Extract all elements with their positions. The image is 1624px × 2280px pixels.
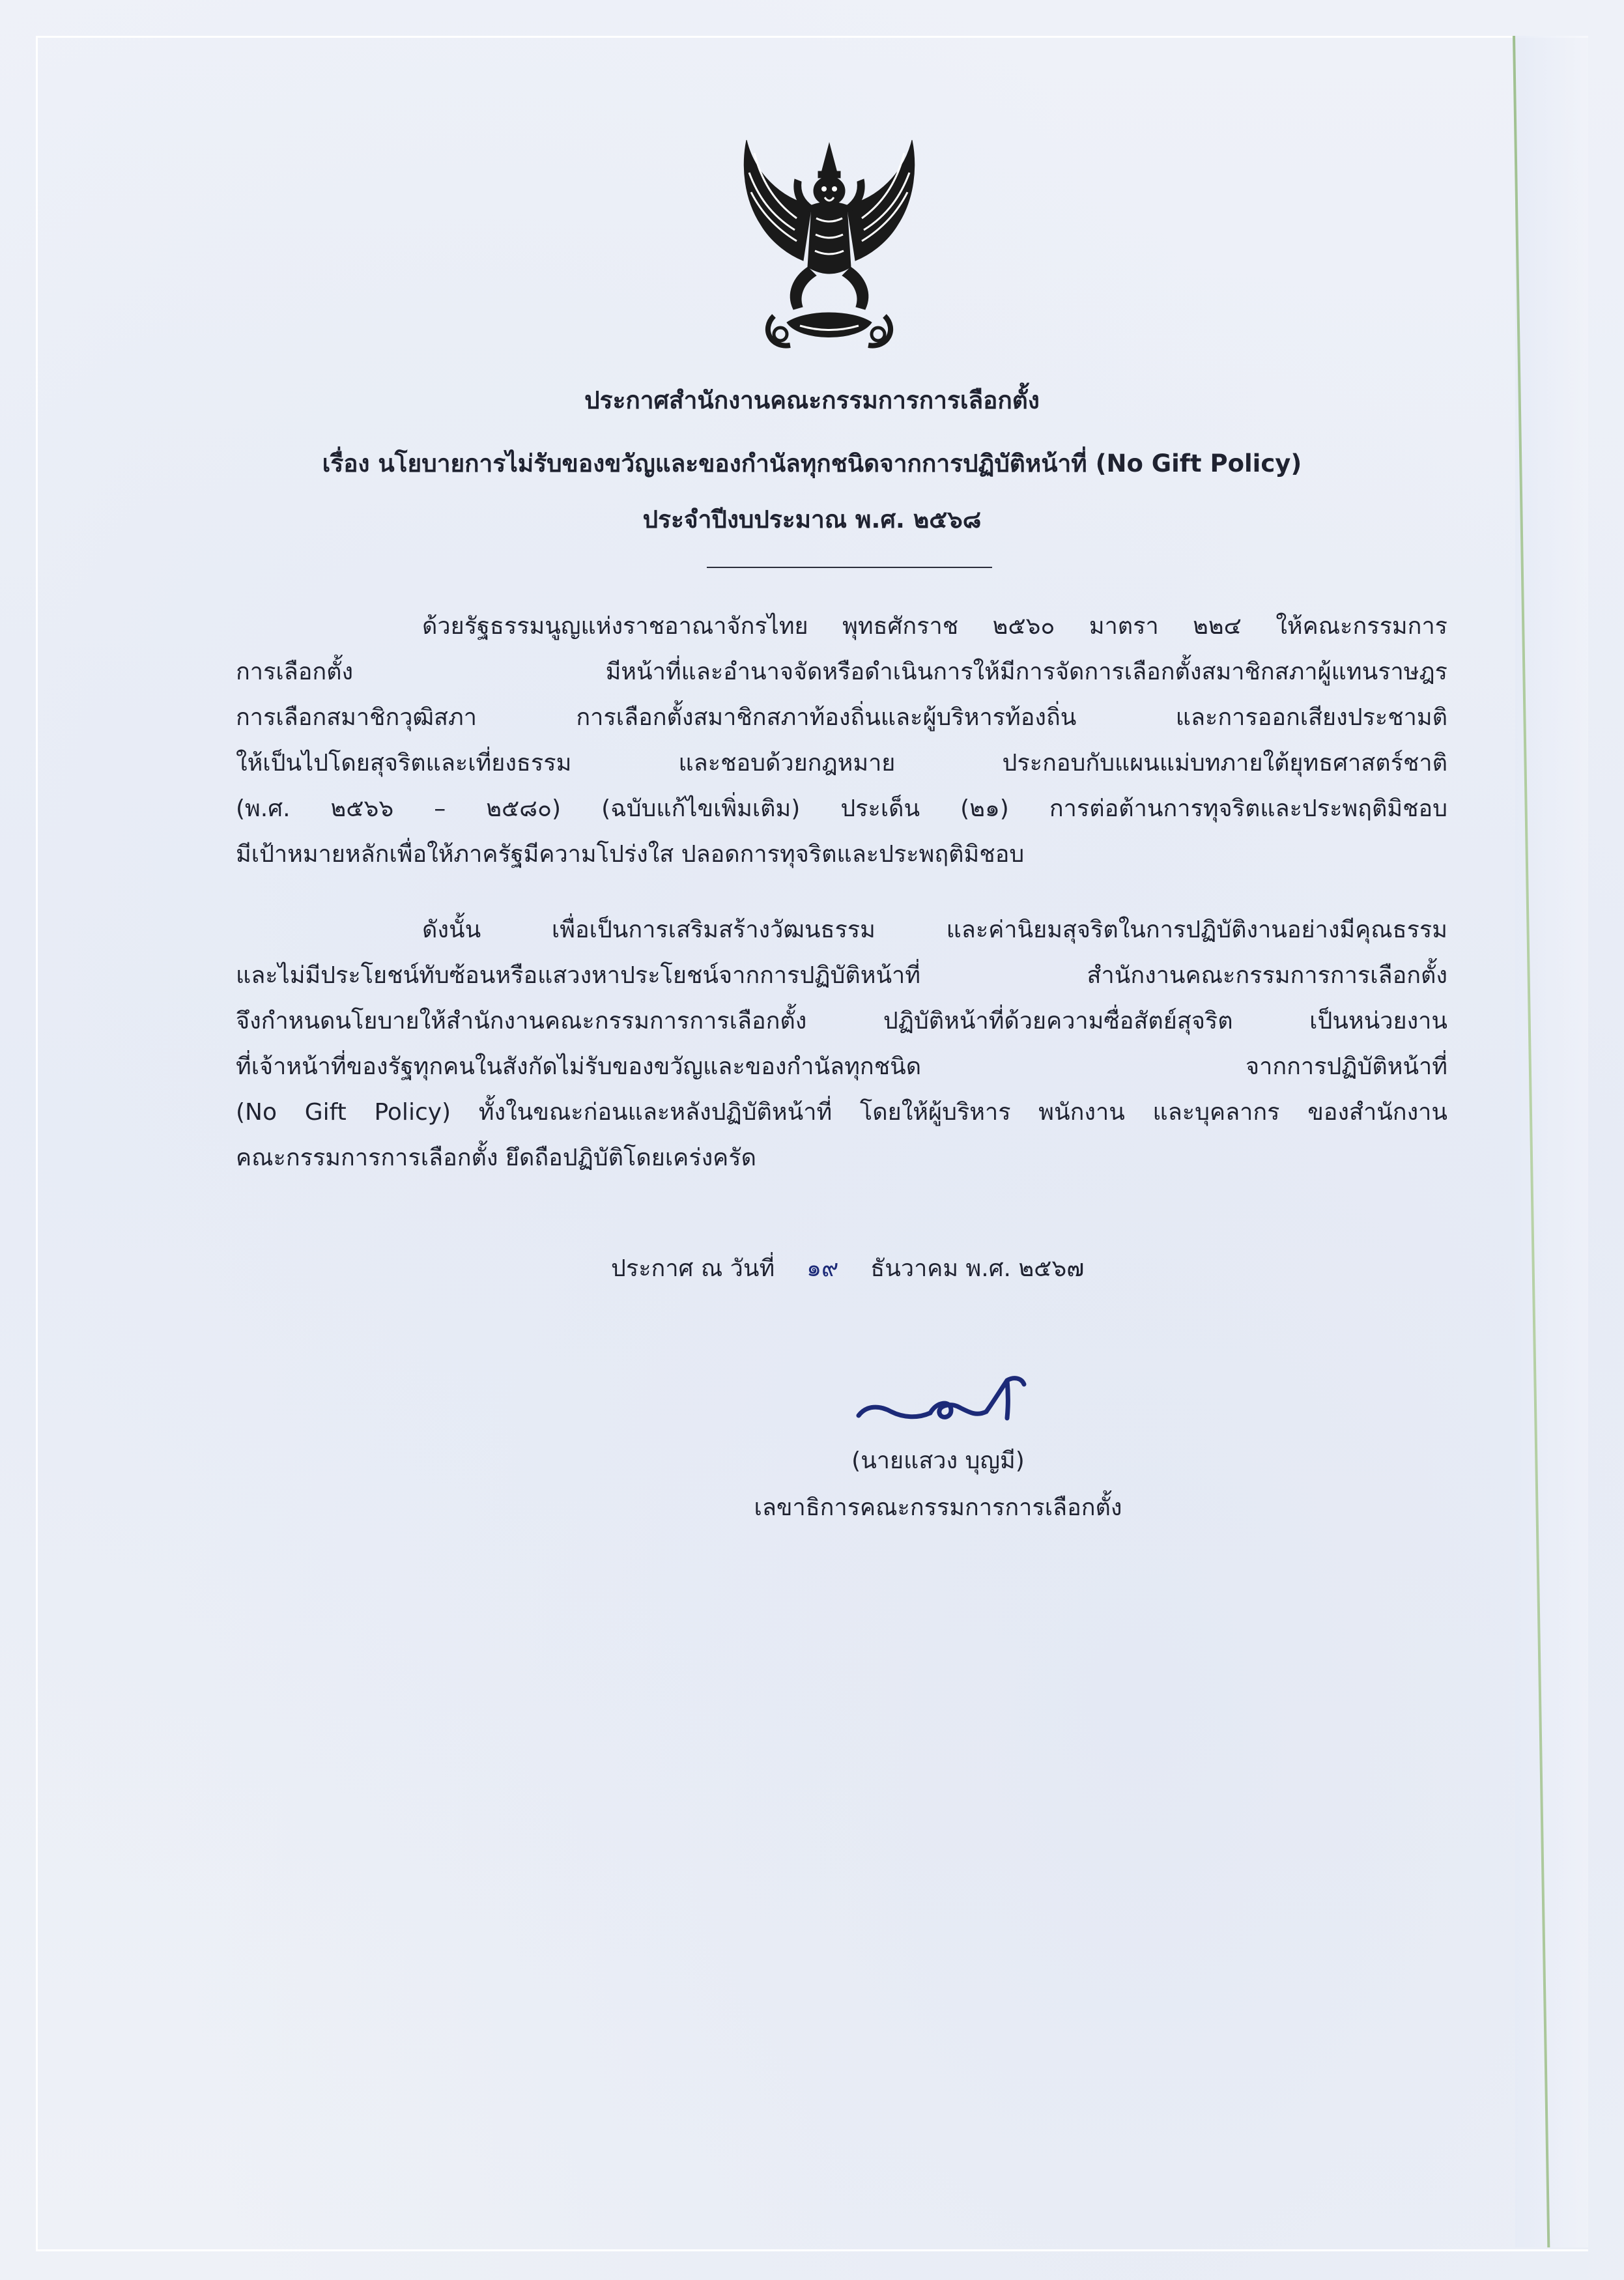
fiscal-year-title: ประจำปีงบประมาณ พ.ศ. ๒๕๖๘	[642, 506, 982, 534]
paragraph2-line: คณะกรรมการการเลือกตั้ง ยึดถือปฏิบัติโดยเคร่งครัด	[236, 1145, 756, 1171]
paragraph2-line: (No Gift Policy) ทั้งในขณะก่อนและหลังปฏิบัติหน้าที่ โดยให้ผู้บริหาร พนักงาน และบุคลากร ของสำนักงาน	[236, 1099, 1447, 1126]
date-day: ๑๙	[806, 1255, 839, 1282]
paragraph2-line: ที่เจ้าหน้าที่ของรัฐทุกคนในสังกัดไม่รับของขวัญและของกำนัลทุกชนิด จากการปฏิบัติหน้าที่	[236, 1053, 1447, 1080]
paragraph1-line: (พ.ศ. ๒๕๖๖ – ๒๕๘๐) (ฉบับแก้ไขเพิ่มเติม) ประเด็น (๒๑) การต่อต้านการทุจริตและประพฤติมิชอบ	[236, 795, 1447, 822]
paragraph2-line: และไม่มีประโยชน์ทับซ้อนหรือแสวงหาประโยชน์จากการปฏิบัติหน้าที่ สำนักงานคณะกรรมการการเลือกตั้ง	[236, 962, 1447, 989]
date-prefix: ประกาศ ณ วันที่	[611, 1255, 775, 1282]
paragraph2-line: ดังนั้น เพื่อเป็นการเสริมสร้างวัฒนธรรม และค่านิยมสุจริตในการปฏิบัติงานอย่างมีคุณธรรม	[422, 917, 1447, 943]
header-divider	[707, 567, 992, 568]
paragraph1-line: ด้วยรัฐธรรมนูญแห่งราชอาณาจักรไทย พุทธศักราช ๒๕๖๐ มาตรา ๒๒๔ ให้คณะกรรมการ	[422, 613, 1447, 640]
subject-title: เรื่อง นโยบายการไม่รับของขวัญและของกำนัลทุกชนิดจากการปฏิบัติหน้าที่ (No Gift Policy)	[322, 449, 1302, 477]
paragraph1-line: มีเป้าหมายหลักเพื่อให้ภาครัฐมีความโปร่งใส ปลอดการทุจริตและประพฤติมิชอบ	[236, 841, 1025, 868]
date-month-year: ธันวาคม พ.ศ. ๒๕๖๗	[870, 1255, 1085, 1282]
paragraph2-line: จึงกำหนดนโยบายให้สำนักงานคณะกรรมการการเลือกตั้ง ปฏิบัติหน้าที่ด้วยความซื่อสัตย์สุจริต เป็นหน่วยงาน	[236, 1008, 1447, 1034]
right-margin-shade	[1515, 36, 1588, 2247]
paragraph1-line: การเลือกสมาชิกวุฒิสภา การเลือกตั้งสมาชิกสภาท้องถิ่นและผู้บริหารท้องถิ่น และการออกเสียงประชามติ	[236, 704, 1447, 731]
issuer-title: ประกาศสำนักงานคณะกรรมการการเลือกตั้ง	[584, 386, 1040, 414]
paragraph1-line: ให้เป็นไปโดยสุจริตและเที่ยงธรรม และชอบด้วยกฎหมาย ประกอบกับแผนแม่บทภายใต้ยุทธศาสตร์ชาติ	[236, 750, 1447, 777]
garuda-emblem-icon	[735, 127, 924, 375]
signer-name: (นายแสวง บุญมี)	[851, 1447, 1025, 1474]
signature-mark	[853, 1365, 1049, 1443]
paragraph1-line: การเลือกตั้ง มีหน้าที่และอำนาจจัดหรือดำเนินการให้มีการจัดการเลือกตั้งสมาชิกสภาผู้แทนราษฎร	[236, 659, 1447, 685]
announcement-date	[611, 1249, 1084, 1287]
signer-position: เลขาธิการคณะกรรมการการเลือกตั้ง	[754, 1494, 1122, 1521]
